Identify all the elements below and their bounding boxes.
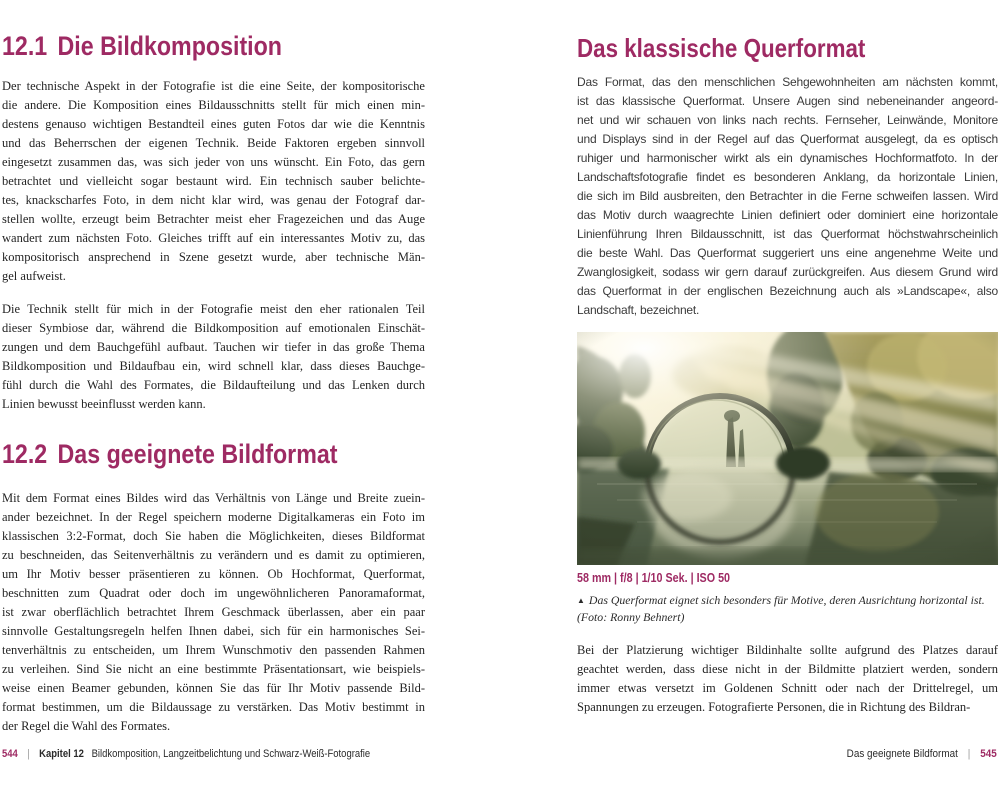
text-line: tenverhältnis zu entscheiden, um Ihrem Wunschmotiv den passenden Rahmen [2,643,425,657]
text-line: weise einen Beamer gebunden, können Sie das für Ihr Motiv passende Bild- [2,681,425,695]
text-line: ander bezeichnet. In der Regel speichern moderne Digitalkameras ein Foto im [2,510,425,524]
text-line: und das Beherrschen der eigenen Technik. Beide Faktoren ergeben sinnvoll [2,136,425,150]
text-line: Mit dem Format eines Bildes wird das Verhältnis von Länge und Breite zuein- [2,491,425,505]
left-page [2,30,425,736]
text-line: Zwanglosigkeit, sodass wir gern darauf zurückgreifen. Aus diesem Grund wird [577,265,998,279]
text-line: sinnvolle Gestaltungsregeln helfen Ihnen dabei, sich für ein harmonisches Sei- [2,624,425,638]
subsection-title: Das klassische Querformat [577,33,866,63]
figure-caption [577,592,998,626]
text-line: betrachtet und vielleicht sogar bestaunt wird. Ein technisch sauber belichte- [2,174,425,188]
section-number: 12.2 [2,439,48,469]
section-title: Die Bildkomposition [57,31,282,61]
section-number: 12.1 [2,31,48,61]
text-line: die beste Wahl. Das Querformat suggeriert uns eine angenehme Weite und [577,246,998,260]
caption-credit-line: (Foto: Ronny Behnert) [577,610,685,624]
text-line: format bestimmen, um die Bildaussage zu verstärken. Das Motiv bestimmt in [2,700,425,714]
text-line: immer etwas versetzt im Goldenen Schnitt oder nach der Drittelregel, um [577,681,998,695]
text-line: eingesetzt zusammen das, was sich jeder von uns wünscht. Ein Foto, das gern [2,155,425,169]
text-line: dieser Symbiose dar, während die Bildkomposition auf emotionalen Einschät- [2,321,425,335]
footer-left [2,747,430,761]
text-line: ist zwar oberflächlich betrachtet Ihrem Geschmack überlassen, aber ein paar [2,605,425,619]
text-line: Das Format, das den menschlichen Sehgewohnheiten am nächsten kommt, [577,75,998,89]
text-line: und Displays sind in der Regel auf das Querformat ausgelegt, da es optisch [577,132,998,146]
paragraph [577,641,998,717]
chapter-label: Kapitel 12 [39,748,84,760]
text-line: ruhiger und harmonischer wirkt als ein dynamisches Hochformatfoto. In der [577,151,998,165]
text-line: Die Technik stellt für mich in der Fotografie meist den eher rationalen Teil [2,302,425,316]
text-line: ist das klassische Querformat. Unsere Augen sind nebeneinander angeord- [577,94,998,108]
caption-text: Das Querformat eignet sich besonders für Motive, deren Ausrichtung horizontal ist. [588,593,985,607]
text-line: kompositorisch ansprechend in Szene gesetzt wurde, aber technische Män- [2,250,425,264]
paragraph [2,300,425,414]
section-title: Das geeignete Bildformat [57,439,338,469]
text-line: der Regel die Wahl des Formates. [2,719,171,733]
text-line: fühl durch die Wahl des Formates, die Bildaufteilung und das Lenken durch [2,378,425,392]
text-line: die andere. Die Komposition eines Bildausschnitts stellt für mich einen min- [2,98,425,112]
text-line: geachtet werden, dass diese nicht in der Bildmitte platziert werden, sondern [577,662,998,676]
text-line: net und wir schauen von links nach rechts. Fernseher, Leinwände, Monitore [577,113,998,127]
page-number-right: 545 [980,748,997,760]
text-line: das Querformat in der englischen Bezeichnung auch als »Landscape«, also [577,284,998,298]
rakotz-bridge-landscape-photo [577,332,998,565]
text-line: das Motiv durch waagrechte Linien definiert oder dominiert eine horizontale [577,208,998,222]
section-heading-12-2 [2,438,425,471]
text-line: zu beschneiden, das Seitenverhältnis zu verändern und es damit zu optimieren, [2,548,425,562]
photo-exif-line: 58 mm | f/8 | 1/10 Sek. | ISO 50 [577,571,731,585]
text-line: gel aufweist. [2,269,66,283]
text-line: beschnitten zum Quadrat oder doch im ungewöhnlicheren Panoramaformat, [2,586,425,600]
chapter-title: Bildkomposition, Langzeitbelichtung und Schwarz-Weiß-Fotografie [91,748,371,760]
text-line: klassischen 3:2-Format, doch Sie haben die Möglichkeiten, dieses Bildformat [2,529,425,543]
text-line: stellen wollte, erzeugt beim Betrachter meist eher Fragezeichen und das Auge [2,212,425,226]
text-line: Landschaftsfotografie findet es besonderen Anklang, da horizontale Linien, [577,170,998,184]
page-number-left: 544 [2,748,18,760]
text-line: zungen und dem Bauchgefühl aufbaut. Tauchen wir tiefer in das große Thema [2,340,425,354]
text-line: tes, knackscharfes Foto, in dem nicht klar wird, was genau der Fotograf dar- [2,193,425,207]
text-line: wandert zum nächsten Foto. Gleiches trifft auf ein interessantes Motiv zu, das [2,231,425,245]
text-line: Linienführung Ihren Bildausschnitt, ist das Querformat höchstwahrscheinlich [577,227,998,241]
text-line: Bildkomposition und Bildaufbau ein, wird schnell klar, dass dieses Bauchge- [2,359,425,373]
paragraph [2,77,425,286]
text-line: die sich im Bild ausbreiten, den Betrachter in die Ferne schweifen lassen. Wird [577,189,998,203]
figure-bridge-photo [577,332,998,565]
footer-right [830,747,997,761]
footer-divider: | [968,748,971,760]
subsection-heading [577,33,998,64]
section-heading-12-1 [2,30,425,63]
right-page [577,33,998,717]
text-line: destens genauso wichtigen Bestandteil eines guten Fotos dar wie die Kenntnis [2,117,425,131]
caption-marker-icon: ▲ [577,596,585,605]
text-line: Bei der Platzierung wichtiger Bildinhalte sollte aufgrund des Platzes darauf [577,643,998,657]
footer-divider: | [27,748,30,760]
caption-line [577,592,998,609]
text-line: Linien bewusst beeinflusst werden kann. [2,397,206,411]
footer-section-title: Das geeignete Bildformat [846,748,959,760]
text-line: Spannungen zu erzeugen. Fotografierte Personen, die in Richtung des Bildran- [577,700,971,714]
text-line: Der technische Aspekt in der Fotografie ist die eine Seite, der kompositorische [2,79,425,93]
text-line: Landschaft, bezeichnet. [577,303,700,317]
paragraph [577,73,998,320]
text-line: zu verleihen. Sind Sie nicht an eine bestimmte Präsentationsart, wie beispiels- [2,662,425,676]
paragraph [2,489,425,736]
text-line: um Ihr Motiv besser präsentieren zu können. Ob Hochformat, Querformat, [2,567,425,581]
